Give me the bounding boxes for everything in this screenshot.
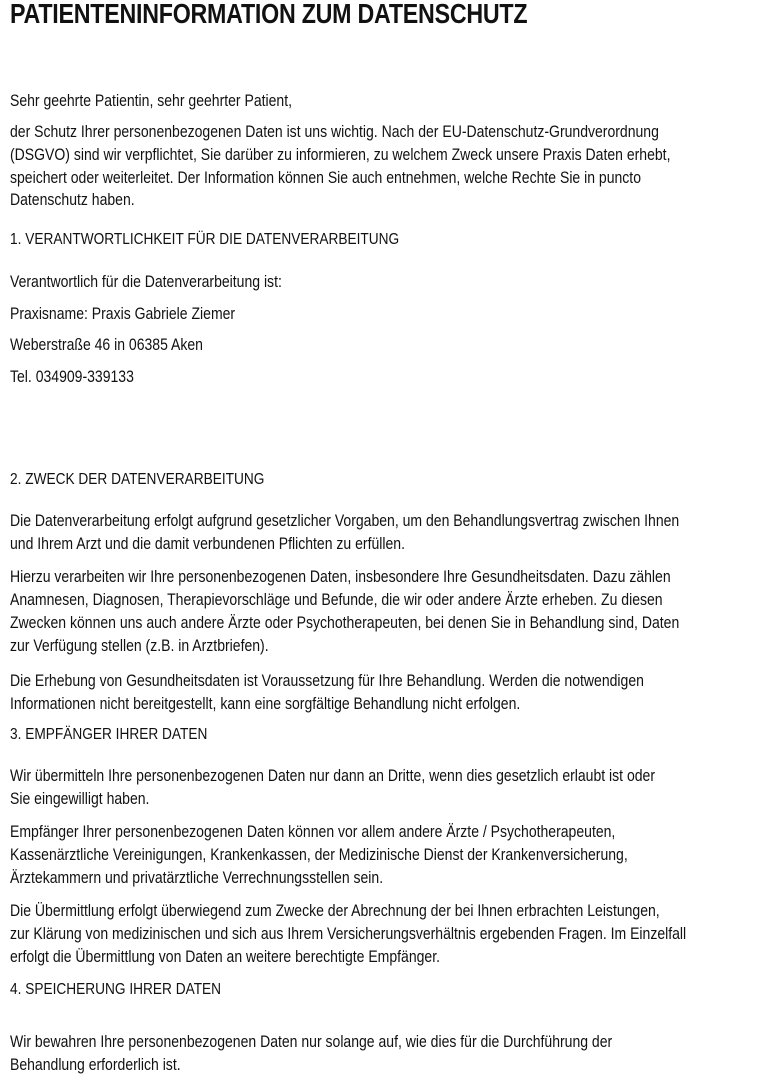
text-line: Sie eingewilligt haben. bbox=[10, 790, 150, 808]
text-line: zur Klärung von medizinischen und sich aus Ihrem Versicherungsverhältnis ergebenden Fragen. Im Einzelfall bbox=[10, 925, 687, 943]
text-line: Anamnesen, Diagnosen, Therapievorschläge und Befunde, die wir oder andere Ärzte erheben. Zu diesen bbox=[10, 591, 663, 609]
text-line: Zwecken können uns auch andere Ärzte oder Psychotherapeuten, bei denen Sie in Behandlung sind, Daten bbox=[10, 614, 680, 632]
section-heading: 4. SPEICHERUNG IHRER DATEN bbox=[10, 981, 222, 998]
practice-name: Praxisname: Praxis Gabriele Ziemer bbox=[10, 305, 236, 323]
text-line: Wir übermitteln Ihre personenbezogenen Daten nur dann an Dritte, wenn dies gesetzlich erlaubt ist oder bbox=[10, 767, 656, 785]
text-line: Wir bewahren Ihre personenbezogenen Daten nur solange auf, wie dies für die Durchführung der bbox=[10, 1033, 613, 1051]
text-line: Empfänger Ihrer personenbezogenen Daten können vor allem andere Ärzte / Psychotherapeuten, bbox=[10, 823, 616, 841]
text-line: Ärztekammern und privatärztliche Verrechnungsstellen sein. bbox=[10, 869, 384, 887]
section-heading: 2. ZWECK DER DATENVERARBEITUNG bbox=[10, 471, 265, 488]
text-line: Datenschutz haben. bbox=[10, 191, 135, 209]
text-line: und Ihrem Arzt und die damit verbundenen Pflichten zu erfüllen. bbox=[10, 535, 405, 553]
text-line: Behandlung erforderlich ist. bbox=[10, 1056, 181, 1074]
section-heading: 1. VERANTWORTLICHKEIT FÜR DIE DATENVERARBEITUNG bbox=[10, 231, 400, 248]
text-line: zur Verfügung stellen (z.B. in Arztbriefen). bbox=[10, 637, 269, 655]
greeting: Sehr geehrte Patientin, sehr geehrter Patient, bbox=[10, 92, 293, 110]
text-line: Hierzu verarbeiten wir Ihre personenbezogenen Daten, insbesondere Ihre Gesundheitsdaten. Dazu zählen bbox=[10, 568, 671, 586]
practice-phone: Tel. 034909-339133 bbox=[10, 368, 134, 386]
practice-address: Weberstraße 46 in 06385 Aken bbox=[10, 336, 203, 354]
text-line: Die Datenverarbeitung erfolgt aufgrund gesetzlicher Vorgaben, um den Behandlungsvertrag zwischen Ihnen bbox=[10, 512, 680, 530]
text-line: erfolgt die Übermittlung von Daten an weitere berechtigte Empfänger. bbox=[10, 948, 441, 966]
text-line: Die Erhebung von Gesundheitsdaten ist Voraussetzung für Ihre Behandlung. Werden die notwendigen bbox=[10, 672, 644, 690]
text-line: Die Übermittlung erfolgt überwiegend zum Zwecke der Abrechnung der bei Ihnen erbrachten Leistungen, bbox=[10, 902, 660, 920]
document-title: PATIENTENINFORMATION ZUM DATENSCHUTZ bbox=[10, 0, 528, 29]
text-line: der Schutz Ihrer personenbezogenen Daten ist uns wichtig. Nach der EU-Datenschutz-Grundverordnung bbox=[10, 123, 659, 141]
text-line: speichert oder weiterleitet. Der Information können Sie auch entnehmen, welche Rechte Sie in puncto bbox=[10, 169, 642, 187]
text-line: (DSGVO) sind wir verpflichtet, Sie darüber zu informieren, zu welchem Zweck unsere Praxis Daten erhebt, bbox=[10, 146, 671, 164]
text-line: Verantwortlich für die Datenverarbeitung ist: bbox=[10, 273, 282, 291]
section-heading: 3. EMPFÄNGER IHRER DATEN bbox=[10, 726, 208, 743]
text-line: Informationen nicht bereitgestellt, kann eine sorgfältige Behandlung nicht erfolgen. bbox=[10, 695, 521, 713]
text-line: Kassenärztliche Vereinigungen, Krankenkassen, der Medizinische Dienst der Krankenversicherung, bbox=[10, 846, 628, 864]
